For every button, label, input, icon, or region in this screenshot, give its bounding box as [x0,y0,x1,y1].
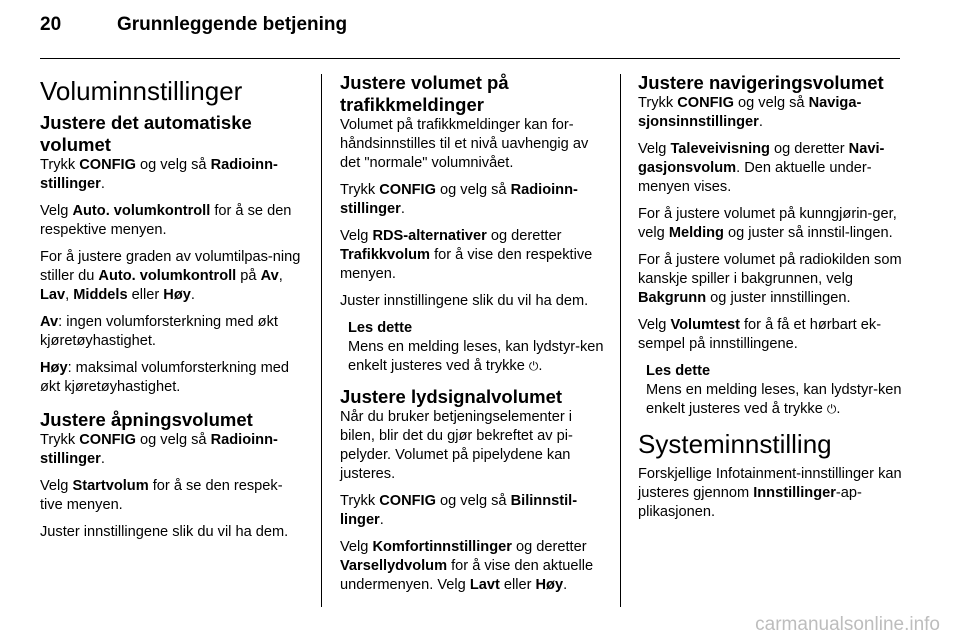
paragraph: Av: ingen volumforsterkning med økt kjøretøyhastighet. [40,314,278,349]
page-header [40,14,347,36]
paragraph: Trykk CONFIG og velg så Radioinn-stillinger. [340,182,578,217]
paragraph: Trykk CONFIG og velg så Naviga-sjonsinnstillinger. [638,95,862,130]
column-divider [620,74,621,607]
page-number: 20 [40,14,62,35]
note-title: Les dette [646,363,711,379]
note-text: Mens en melding leses, kan lydstyr-ken enkelt justeres ved å trykke [348,339,604,374]
header-rule [40,58,900,59]
paragraph: Velg Auto. volumkontroll for å se den respektive menyen. [40,203,292,238]
paragraph: For å justere volumet på radiokilden som kanskje spiller i bakgrunnen, velg Bakgrunn og juster innstillingen. [638,252,902,306]
paragraph: Volumet på trafikkmeldinger kan for-håndsinnstilles til et nivå uavhengig av det "normale" volumnivået. [340,117,589,171]
section-heading: Justere åpningsvolumet [40,409,253,430]
page-title: Voluminnstillinger [40,76,243,106]
paragraph: Velg RDS-alternativer og deretter Trafikkvolum for å vise den respektive menyen. [340,228,593,282]
section-heading: Justere navigeringsvolumet [638,72,884,93]
chapter-title: Grunnleggende betjening [117,14,348,35]
section-heading: Justere det automatiske volumet [40,112,252,155]
paragraph: Trykk CONFIG og velg så Radioinn-stillinger. [40,432,278,467]
paragraph: Høy: maksimal volumforsterkning med økt kjøretøyhastighet. [40,360,289,395]
paragraph: Trykk CONFIG og velg så Radioinn-stillinger. [40,157,278,192]
note-box: Les dette Mens en melding leses, kan lydstyr-ken enkelt justeres ved å trykke ⏻. [646,362,906,419]
column-2 [340,72,606,603]
section-heading: Justere volumet på trafikkmeldinger [340,72,509,115]
section-heading: Justere lydsignalvolumet [340,386,563,407]
paragraph: Trykk CONFIG og velg så Bilinnstil-linger. [340,493,578,528]
note-box: Les dette Mens en melding leses, kan lydstyr-ken enkelt justeres ved å trykke ⏻. [348,319,606,376]
note-text: Mens en melding leses, kan lydstyr-ken enkelt justeres ved å trykke [646,382,902,417]
paragraph: Juster innstillingene slik du vil ha dem. [340,293,589,309]
paragraph: Når du bruker betjeningselementer i bilen, blir det du gjør bekreftet av pi-pelyder. Volumet på pipelydene kan justeres. [340,409,573,482]
paragraph: Juster innstillingene slik du vil ha dem. [40,524,289,540]
paragraph: Forskjellige Infotainment-innstillinger kan justeres gjennom Innstillinger-ap-plikasjonen. [638,466,902,520]
column-divider [321,74,322,607]
paragraph: Velg Volumtest for å få et hørbart ek-sempel på innstillingene. [638,317,882,352]
note-title: Les dette [348,320,413,336]
column-3 [638,72,906,530]
paragraph: For å justere graden av volumtilpas-ning stiller du Auto. volumkontroll på Av, Lav, Middels eller Høy. [40,249,301,303]
section-title: Systeminnstilling [638,429,832,459]
power-icon: ⏻ [826,402,837,416]
paragraph: For å justere volumet på kunngjørin-ger, velg Melding og juster så innstil-lingen. [638,206,897,241]
column-1 [40,72,304,550]
paragraph: Velg Komfortinnstillinger og deretter Varsellydvolum for å vise den aktuelle undermenyen. Velg Lavt eller Høy. [340,539,594,593]
paragraph: Velg Taleveivisning og deretter Navi-gasjonsvolum. Den aktuelle under-menyen vises. [638,141,885,195]
paragraph: Velg Startvolum for å se den respek-tive menyen. [40,478,283,513]
watermark: carmanualsonline.info [755,614,940,635]
power-icon: ⏻ [528,359,539,373]
